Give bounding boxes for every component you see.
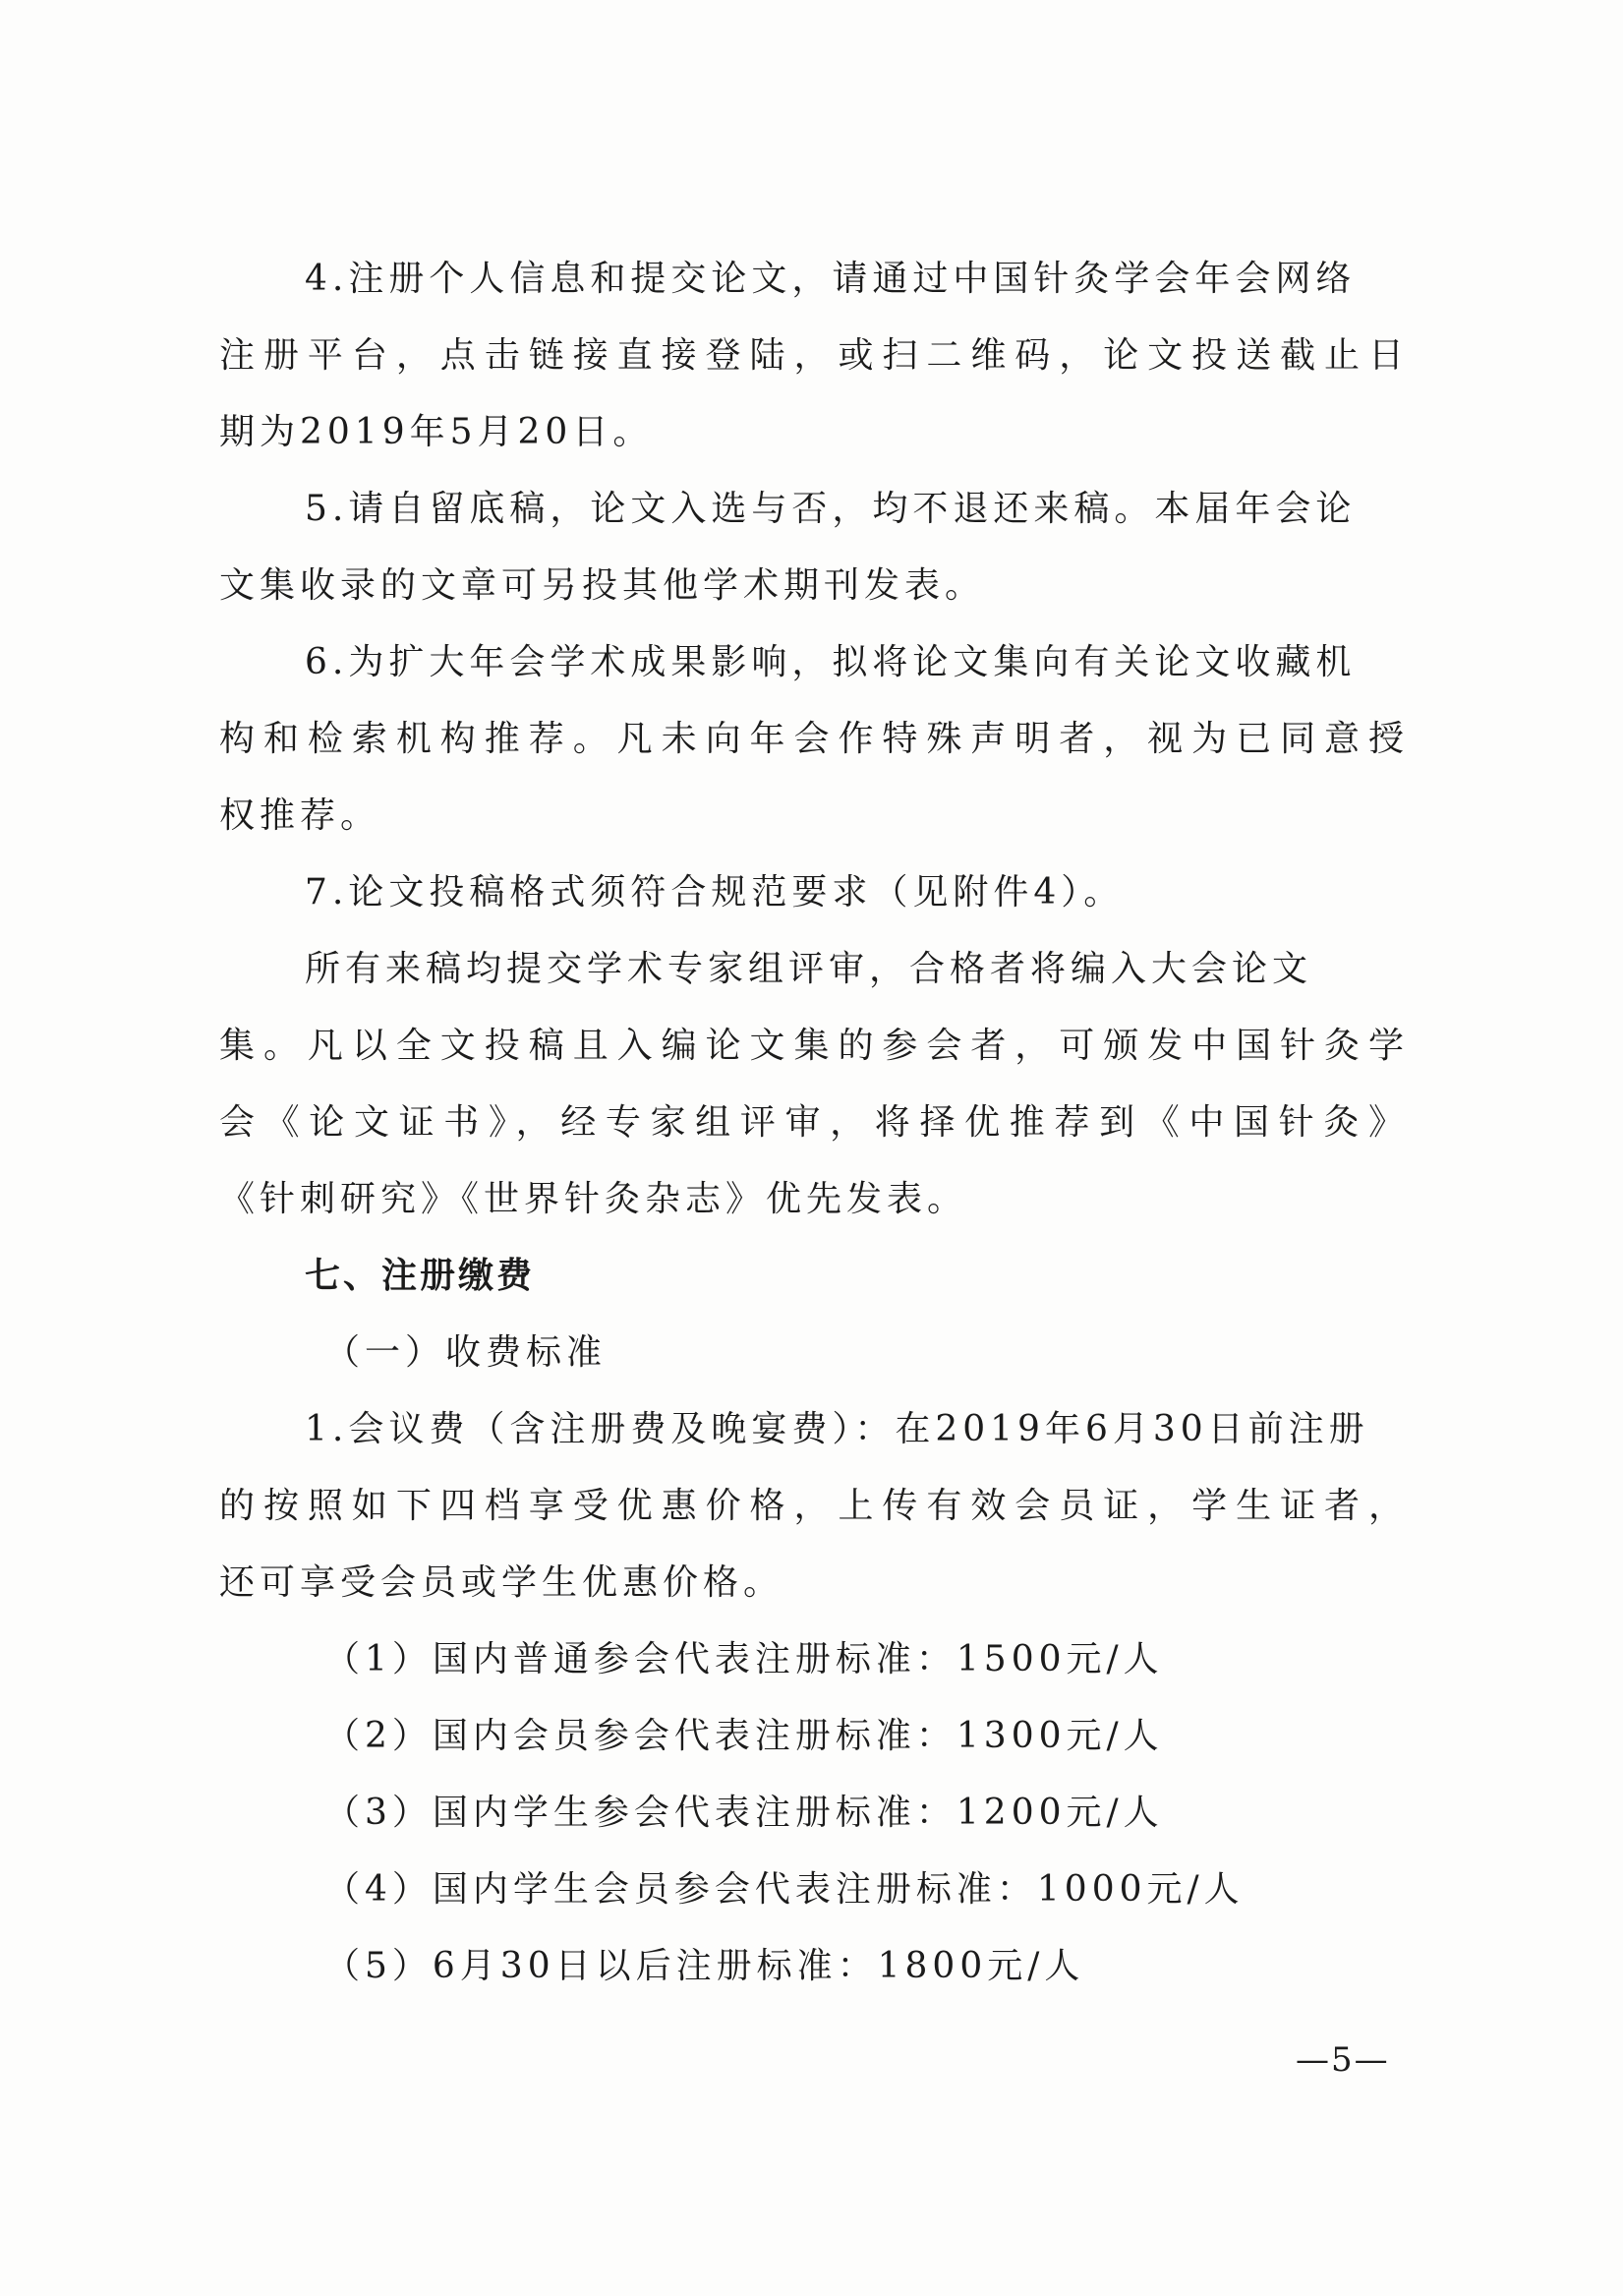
fee-item: （3）国内学生参会代表注册标准：1200元/人 xyxy=(324,1793,1164,1833)
fee-item: （4）国内学生会员参会代表注册标准：1000元/人 xyxy=(324,1869,1245,1910)
paragraph-5-line-1: 5.请自留底稿，论文入选与否，均不退还来稿。本届年会论 xyxy=(305,489,1357,529)
review-paragraph-line-3: 会《论文证书》，经专家组评审，将择优推荐到《中国针灸》 xyxy=(219,1102,1409,1143)
review-paragraph-line-4: 《针刺研究》《世界针灸杂志》优先发表。 xyxy=(219,1179,968,1219)
paragraph-6-line-1: 6.为扩大年会学术成果影响，拟将论文集向有关论文收藏机 xyxy=(305,642,1357,682)
paragraph-6-line-2: 构和检索机构推荐。凡未向年会作特殊声明者，视为已同意授 xyxy=(219,719,1409,759)
paragraph-5-line-2: 文集收录的文章可另投其他学术期刊发表。 xyxy=(219,565,986,606)
fee-item: （2）国内会员参会代表注册标准：1300元/人 xyxy=(324,1716,1164,1756)
fee-intro-line-2: 的按照如下四档享受优惠价格，上传有效会员证，学生证者， xyxy=(219,1486,1409,1526)
paragraph-6-line-3: 权推荐。 xyxy=(219,795,381,836)
fee-intro-line-1: 1.会议费（含注册费及晚宴费）：在2019年6月30日前注册 xyxy=(305,1409,1369,1449)
review-paragraph-line-2: 集。凡以全文投稿且入编论文集的参会者，可颁发中国针灸学 xyxy=(219,1026,1409,1066)
paragraph-4-line-2: 注册平台，点击链接直接登陆，或扫二维码，论文投送截止日 xyxy=(219,335,1409,376)
fee-item: （5）6月30日以后注册标准：1800元/人 xyxy=(324,1946,1085,1986)
paragraph-7-line-1: 7.论文投稿格式须符合规范要求（见附件4）。 xyxy=(305,872,1125,913)
section-subheading: （一）收费标准 xyxy=(324,1332,608,1373)
section-heading: 七、注册缴费 xyxy=(305,1256,536,1296)
fee-intro-line-3: 还可享受会员或学生优惠价格。 xyxy=(219,1562,784,1603)
paragraph-4-line-1: 4.注册个人信息和提交论文，请通过中国针灸学会年会网络 xyxy=(305,259,1357,299)
page-number: —5— xyxy=(1296,2040,1390,2080)
review-paragraph-line-1: 所有来稿均提交学术专家组评审，合格者将编入大会论文 xyxy=(305,949,1313,989)
paragraph-4-line-3: 期为2019年5月20日。 xyxy=(219,412,654,452)
fee-item: （1）国内普通参会代表注册标准：1500元/人 xyxy=(324,1639,1164,1679)
